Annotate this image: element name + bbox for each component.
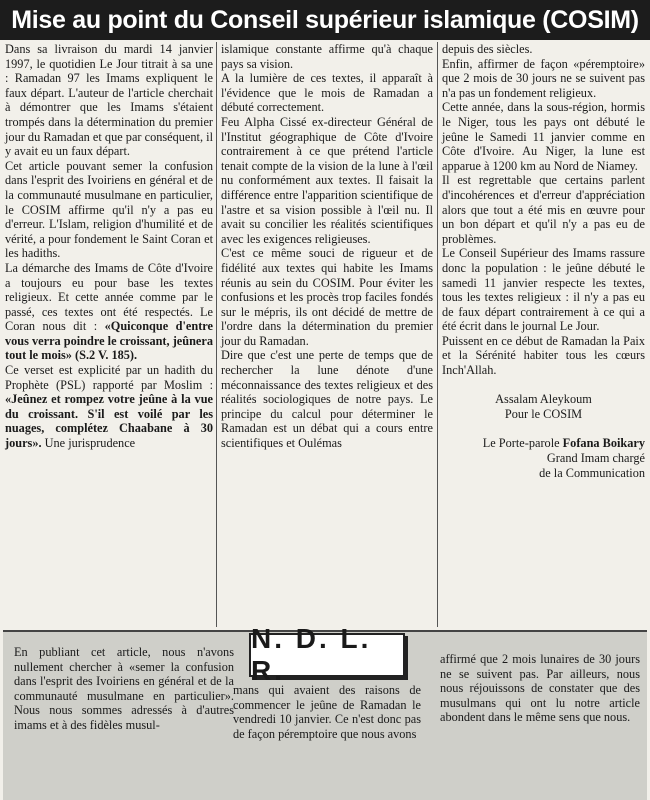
signature-block <box>442 392 645 481</box>
article-column-2 <box>221 42 433 451</box>
headline-title: Mise au point du Conseil supérieur islamique (COSIM) <box>11 5 639 34</box>
paragraph: Puissent en ce début de Ramadan la Paix et la Sérénité habiter tous les cœurs Inch'Allah. <box>442 333 645 378</box>
editor-note-column-3: affirmé que 2 mois lunaires de 30 jours ne se suivent pas. Par ailleurs, nous nous réjouissons de constater que des musulmans qui ont lu notre article abondent dans le même sens que nous. <box>440 652 640 725</box>
hadith-quote: «Jeûnez et rompez votre jeûne à la vue du croissant. S'il est voilé par les nuages, complétez Chaabane à 30 jours». <box>5 392 213 451</box>
paragraph: Enfin, affirmer de façon «péremptoire» que 2 mois de 30 jours ne se suivent pas n'a pas un fondement religieux. <box>442 56 645 100</box>
paragraph: Cet article pouvant semer la confusion dans l'esprit des Ivoiriens en général et de la communauté musulmane en particulier, le COSIM affirme qu'il n'y a pas eu d'erreur. L'Islam, religion d'humilité et de vérité, a pour fondement le Saint Coran et les hadiths. <box>5 158 213 261</box>
paragraph: depuis des siècles. <box>442 42 533 56</box>
paragraph: Cette année, dans la sous-région, hormis le Niger, tous les pays ont débuté le jeûne le Samedi 11 janvier comme en Côte d'Ivoire. Au Niger, la lune est apparue à 1200 km au Nord de Niamey. <box>442 100 645 173</box>
paragraph: Dans sa livraison du mardi 14 janvier 1997, le quotidien Le Jour titrait à sa une : Ramadan 97 les Imams expliquent le faux départ. L'auteur de l'article cherchait à démontrer que les Imams s'étaient trompés dans la détermination du premier jour du Ramadan et que par conséquent, il y avait eu un faux départ. <box>5 42 213 159</box>
paragraph: islamique constante affirme qu'à chaque pays sa vision. <box>221 42 433 71</box>
headline-banner <box>0 0 650 40</box>
signature-organization: Pour le COSIM <box>504 406 583 421</box>
paragraph-text: Ce verset est explicité par un hadith du Prophète (PSL) rapporté par Moslim : <box>5 363 213 392</box>
editor-note-column-1: En publiant cet article, nous n'avons nullement chercher à «semer la confusion dans l'esprit des Ivoiriens en général et de la communauté musulmane en particulier». Nous nous sommes adressés à d'autres imams et à des fidèles musul- <box>14 645 234 732</box>
signature-greeting: Assalam Aleykoum <box>495 391 592 406</box>
signature-title: Grand Imam chargé <box>546 450 645 465</box>
paragraph <box>5 261 213 363</box>
signature-name: Fofana Boikary <box>562 435 645 450</box>
paragraph: Il est regrettable que certains parlent d'incohérences et d'erreur d'appréciation alors que tout a été mis en œuvre pour un bon départ et qu'il n'y a pas eu de problèmes. <box>442 173 645 246</box>
paragraph <box>5 363 213 451</box>
paragraph: Dire que c'est une perte de temps que de rechercher la lune dénote d'une méconnaissance des textes religieux et des réalités sociologiques de notre pays. Le principe du calcul pour déterminer le Ramadan est un débat qui a cours entre scientifiques et Oulémas <box>221 348 433 451</box>
signature-title: de la Communication <box>539 465 645 480</box>
editor-note-title: N. D. L. R. <box>249 633 405 677</box>
article-column-1 <box>5 42 213 451</box>
column-divider <box>216 42 217 627</box>
column-divider <box>437 42 438 627</box>
signature-spokesperson <box>442 436 645 451</box>
quran-quote: «Quiconque d'entre vous verra poindre le croissant, jeûnera tout le mois» (S.2 V. 185). <box>5 319 213 363</box>
paragraph-text: La démarche des Imams de Côte d'Ivoire a toujours eu pour base les textes religieux. Et cette année comme par le passé, ces textes ont été respectés. Le Coran nous dit : <box>5 260 213 334</box>
signature-role: Le Porte-parole <box>482 435 560 450</box>
paragraph: A la lumière de ces textes, il apparaît à l'évidence que le mois de Ramadan a débuté correctement. <box>221 71 433 115</box>
editor-note-column-2: mans qui avaient des raisons de commencer le jeûne de Ramadan le vendredi 10 janvier. Ce n'est donc pas de façon péremptoire que nous avons <box>233 683 421 741</box>
paragraph-text: Une jurisprudence <box>44 436 136 451</box>
paragraph: Feu Alpha Cissé ex-directeur Général de l'Institut géographique de Côte d'Ivoire contrairement à ce que prétend l'article tenait compte de la vision de la lune à l'œil nu conformément aux textes. Il faisait la différence entre l'apparition scientifique de l'astre et sa vision possible à l'œil nu. Il avait su concilier les réalités scientifiques avec les exigences religieuses. <box>221 114 433 246</box>
article-column-3 <box>442 42 645 481</box>
paragraph: C'est ce même souci de rigueur et de fidélité aux textes qui habite les Imams réunis au sein du COSIM. Pour éviter les confusions et les procès trop faciles fondés sur le mépris, ils ont décidé de mettre de l'ordre dans la détermination du premier jour du Ramadan. <box>221 246 433 348</box>
paragraph: Le Conseil Supérieur des Imams rassure donc la population : le jeûne débuté le samedi 11 janvier respecte les textes, tous les textes religieux : il n'y a pas eu de faux départ contrairement à ce qui a été écrit dans le journal Le Jour. <box>442 246 645 334</box>
